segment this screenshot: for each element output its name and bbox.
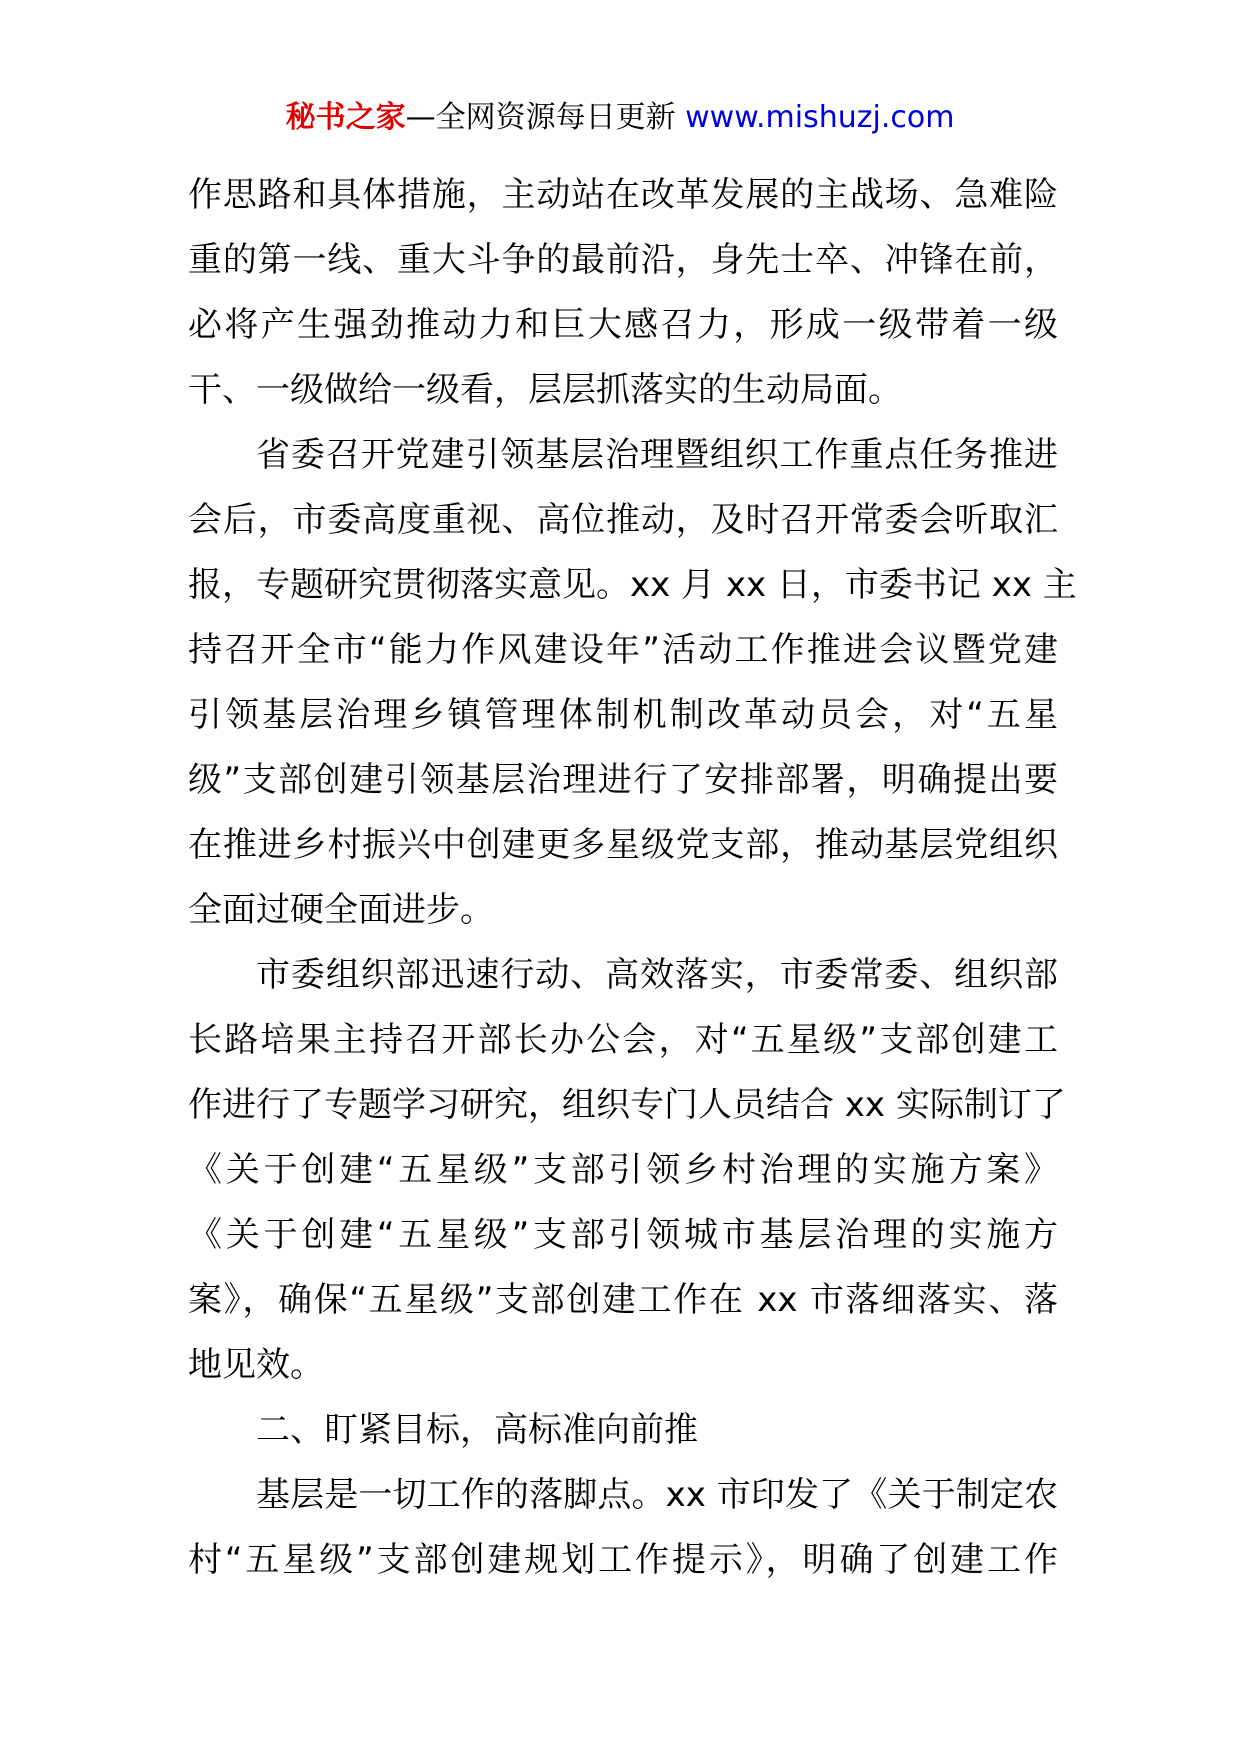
document-body [188, 163, 1077, 1593]
text-line: 级”支部创建引领基层治理进行了安排部署，明确提出要 [188, 760, 1058, 800]
text-line: 引领基层治理乡镇管理体制机制改革动员会，对“五星 [188, 695, 1058, 735]
text-line: 报，专题研究贯彻落实意见。xx 月 xx 日，市委书记 xx 主 [188, 565, 1077, 605]
text-line: 基层是一切工作的落脚点。xx 市印发了《关于制定农 [256, 1475, 1058, 1515]
watermark-header [0, 98, 1240, 138]
text-line: 作进行了专题学习研究，组织专门人员结合 xx 实际制订了 [188, 1085, 1066, 1125]
text-line: 《关于创建“五星级”支部引领乡村治理的实施方案》 [188, 1150, 1058, 1190]
text-line: 干、一级做给一级看，层层抓落实的生动局面。 [188, 370, 902, 410]
text-line: 案》，确保“五星级”支部创建工作在 xx 市落细落实、落 [188, 1280, 1058, 1320]
text-line: 作思路和具体措施，主动站在改革发展的主战场、急难险 [188, 175, 1058, 215]
text-line: 长路培果主持召开部长办公会，对“五星级”支部创建工 [188, 1020, 1058, 1060]
header-brand: 秘书之家 [285, 100, 406, 135]
text-line: 重的第一线、重大斗争的最前沿，身先士卒、冲锋在前， [188, 240, 1058, 280]
text-line: 持召开全市“能力作风建设年”活动工作推进会议暨党建 [188, 630, 1058, 670]
text-line: 必将产生强劲推动力和巨大感召力，形成一级带着一级 [188, 305, 1058, 345]
text-line: 会后，市委高度重视、高位推动，及时召开常委会听取汇 [188, 500, 1058, 540]
text-line: 在推进乡村振兴中创建更多星级党支部，推动基层党组织 [188, 825, 1058, 865]
text-line: 全面过硬全面进步。 [188, 890, 494, 930]
text-line: 《关于创建“五星级”支部引领城市基层治理的实施方 [188, 1215, 1058, 1255]
header-url-link[interactable]: www.mishuzj.com [685, 100, 955, 135]
header-slogan: —全网资源每日更新 [405, 100, 686, 135]
text-line: 二、盯紧目标，高标准向前推 [256, 1410, 698, 1450]
text-line: 市委组织部迅速行动、高效落实，市委常委、组织部 [256, 955, 1058, 995]
text-line: 地见效。 [188, 1345, 324, 1385]
text-line: 省委召开党建引领基层治理暨组织工作重点任务推进 [256, 435, 1058, 475]
text-line: 村“五星级”支部创建规划工作提示》，明确了创建工作 [188, 1540, 1058, 1580]
